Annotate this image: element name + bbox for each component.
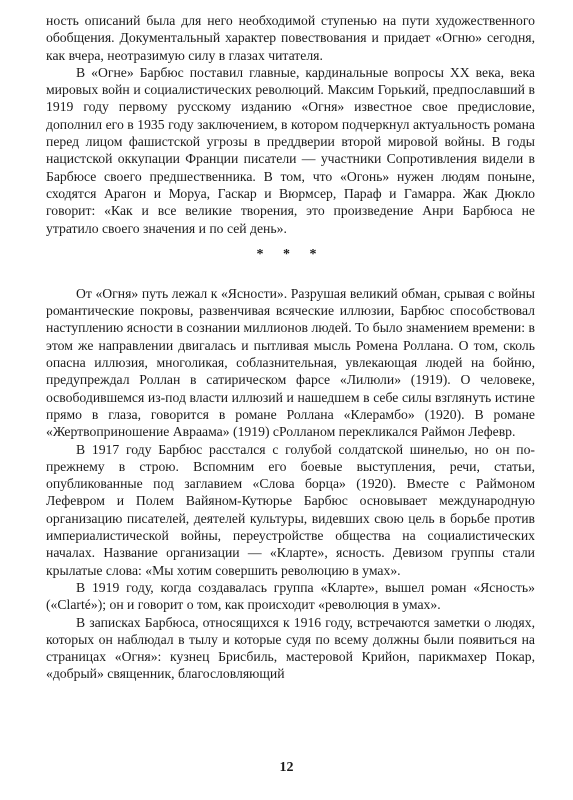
- paragraph-continuation: ность описаний была для него необходимой ступенью на пути художественного обобщения. Документальный характер повествования и придает «Огню» сегодня, как вчера, неотразимую силу в глазах читателя.: [46, 13, 535, 63]
- page-number: 12: [279, 760, 294, 775]
- section-separator: * * *: [256, 246, 325, 262]
- paragraph-clarity: От «Огня» путь лежал к «Ясности». Разрушая великий обман, срывая с войны романтические покровы, развенчивая всяческие иллюзии, Барбюс способствовал наступлению ясности в сознании миллионов людей. То было знамением времени: в этом же направлении двигалась и пытливая мысль Ромена Роллана. О том, сколь опасна иллюзия, многоликая, соблазнительная, увлекающая людей на бойню, предупреждал Роллан в сатирическом фарсе «Лилюли» (1919). О человеке, освободившемся из-под власти иллюзий и нашедшем в себе силы взглянуть истине прямо в глаза, говорится в романе Роллана «Клерамбо» (1920). В романе «Жертвоприношение Авраама» (1919) сРолланом перекликался Раймон Лефевр.: [46, 285, 535, 440]
- paragraph-fire-questions: В «Огне» Барбюс поставил главные, кардинальные вопросы XX века, века мировых войн и социалистических революций. Максим Горький, предпославший в 1919 году первому русскому изданию «Огня» известное свое предисловие, дополнил его в 1935 году заключением, в котором подчеркнул актуальность романа перед лицом фашистской угрозы в преддверии второй мировой войны. В годы нацистской оккупации Франции писатели — участники Сопротивления видели в Барбюсе своего предшественника. В том, что «Огонь» нужен людям поныне, сходятся Арагон и Моруа, Гаскар и Вюрмсер, Параф и Гамарра. Жак Дюкло говорит: «Как и все великие творения, это произведение Анри Барбюса не утратило своего значения и по сей день».: [46, 64, 535, 236]
- paragraph-notes: В записках Барбюса, относящихся к 1916 году, встречаются заметки о людях, которых он наблюдал в тылу и которые судя по всему должны были появиться на страницах «Огня»: кузнец Брисбиль, мастеровой Крийон, парикмахер Покар, «добрый» священник, благословляющий: [46, 614, 535, 682]
- paragraph-1919: В 1919 году, когда создавалась группа «Кларте», вышел роман «Ясность» («Clarté»); он и говорит о том, как происходит «революция в умах».: [46, 579, 535, 613]
- paragraph-1917: В 1917 году Барбюс расстался с голубой солдатской шинелью, но он по-прежнему в строю. Вспомним его боевые выступления, речи, статьи, опубликованные под заглавием «Слова борца» (1920). Вместе с Раймоном Лефевром и Полем Вайяном-Кутюрье Барбюс основывает международную организацию писателей, деятелей культуры, видевших свою цель в борьбе против империалистической войны, переустройстве общества на социалистических началах. Название организации — «Кларте», ясность. Девизом группы стали крылатые слова: «Мы хотим совершить революцию в умах».: [46, 441, 535, 578]
